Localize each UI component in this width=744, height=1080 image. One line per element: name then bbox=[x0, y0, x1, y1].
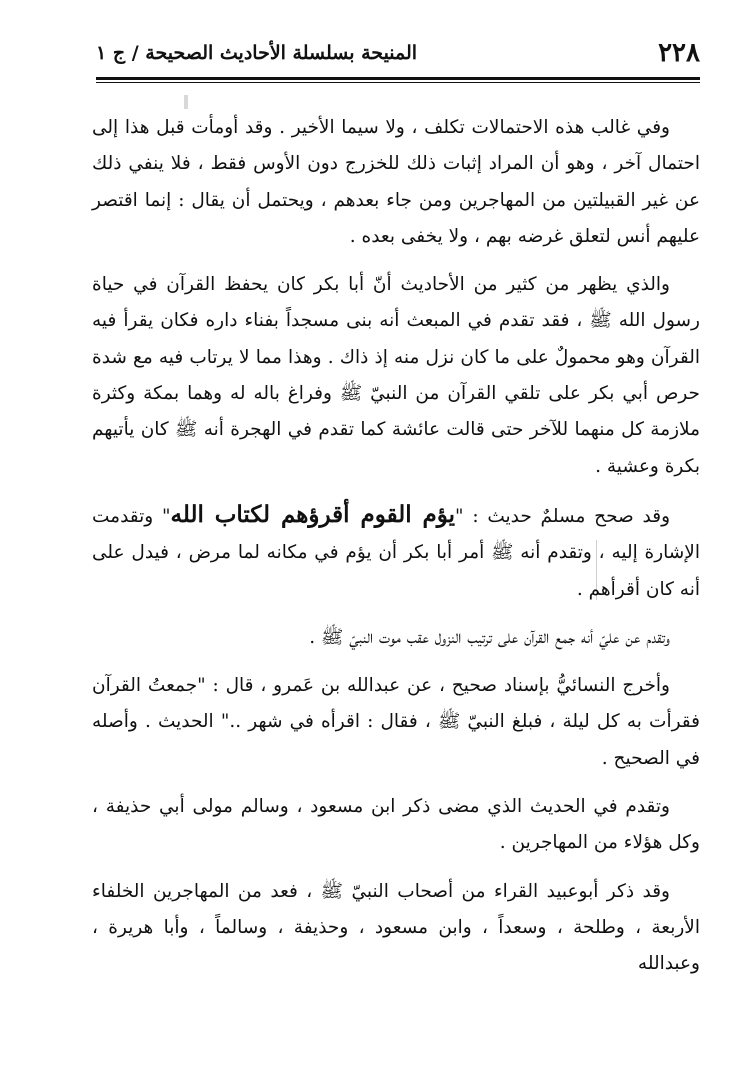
paragraph-5: وأخرج النسائيُّ بإسناد صحيح ، عن عبدالله بن عَمرو ، قال : "جمعتُ القرآن فقرأت به كل ليلة ، فبلغ النبيّ ﷺ ، فقال : اقرأه في شهر .." الحديث . وأصله في الصحيح . bbox=[92, 675, 700, 769]
page-header bbox=[96, 36, 700, 76]
paragraph-2: والذي يظهر من كثير من الأحاديث أنّ أبا بكر كان يحفظ القرآن في حياة رسول الله ﷺ ، فقد تقدم في المبعث أنه بنى مسجداً بفناء داره فكان يقرأ فيه القرآن وهو محمولٌ على ما كان نزل منه إذ ذاك . وهذا مما لا يرتاب فيه مع شدة حرص أبي بكر على تلقي القرآن من النبيّ ﷺ وفراغ باله له وهما بمكة وكثرة ملازمة كل منهما للآخر حتى قالت عائشة كما تقدم في الهجرة أنه ﷺ كان يأتيهم بكرة وعشية . bbox=[92, 274, 700, 477]
hadith-quote: يؤم القوم أقرؤهم لكتاب الله bbox=[170, 500, 456, 528]
paragraph-3-lead: وقد صحح مسلمٌ حديث : " bbox=[455, 505, 671, 527]
page-number: ٢٢٨ bbox=[658, 38, 700, 68]
running-title: المنيحة بسلسلة الأحاديث الصحيحة / ج ١ bbox=[96, 42, 418, 64]
body-text bbox=[92, 110, 700, 995]
paragraph-6: وتقدم في الحديث الذي مضى ذكر ابن مسعود ، وسالم مولى أبي حذيفة ، وكل هؤلاء من المهاجرين . bbox=[92, 796, 700, 854]
paragraph-3 bbox=[92, 497, 700, 608]
paragraph-4: وتقدم عن عليّ أنه جمع القرآن على ترتيب النزول عقب موت النبيّ ﷺ . bbox=[309, 626, 670, 648]
paragraph-7: وقد ذكر أبوعبيد القراء من أصحاب النبيّ ﷺ ، فعد من المهاجرين الخلفاء الأربعة ، وطلحة ، وسعداً ، وابن مسعود ، وحذيفة ، وسالماً ، وأبا هريرة ، وعبدالله bbox=[92, 880, 700, 975]
header-rule bbox=[96, 77, 700, 80]
paragraph-1: وفي غالب هذه الاحتمالات تكلف ، ولا سيما الأخير . وقد أومأت قبل هذا إلى احتمال آخر ، وهو أن المراد إثبات ذلك للخزرج دون الأوس فقط ، فلا ينفي ذلك عن غير القبيلتين من المهاجرين ومن جاء بعدهم ، ويحتمل أن يقال : إنما اقتصر عليهم أنس لتعلق غرضه بهم ، ولا يخفى بعده . bbox=[92, 117, 700, 247]
header-rule-thin bbox=[96, 82, 700, 83]
paragraph-3-rest: " وتقدمت الإشارة إليه ، وتقدم أنه ﷺ أمر أبا بكر أن يؤم في مكانه لما مرض ، فيدل على أنه كان أقرأهم . bbox=[92, 505, 700, 600]
scan-speck bbox=[184, 95, 188, 109]
